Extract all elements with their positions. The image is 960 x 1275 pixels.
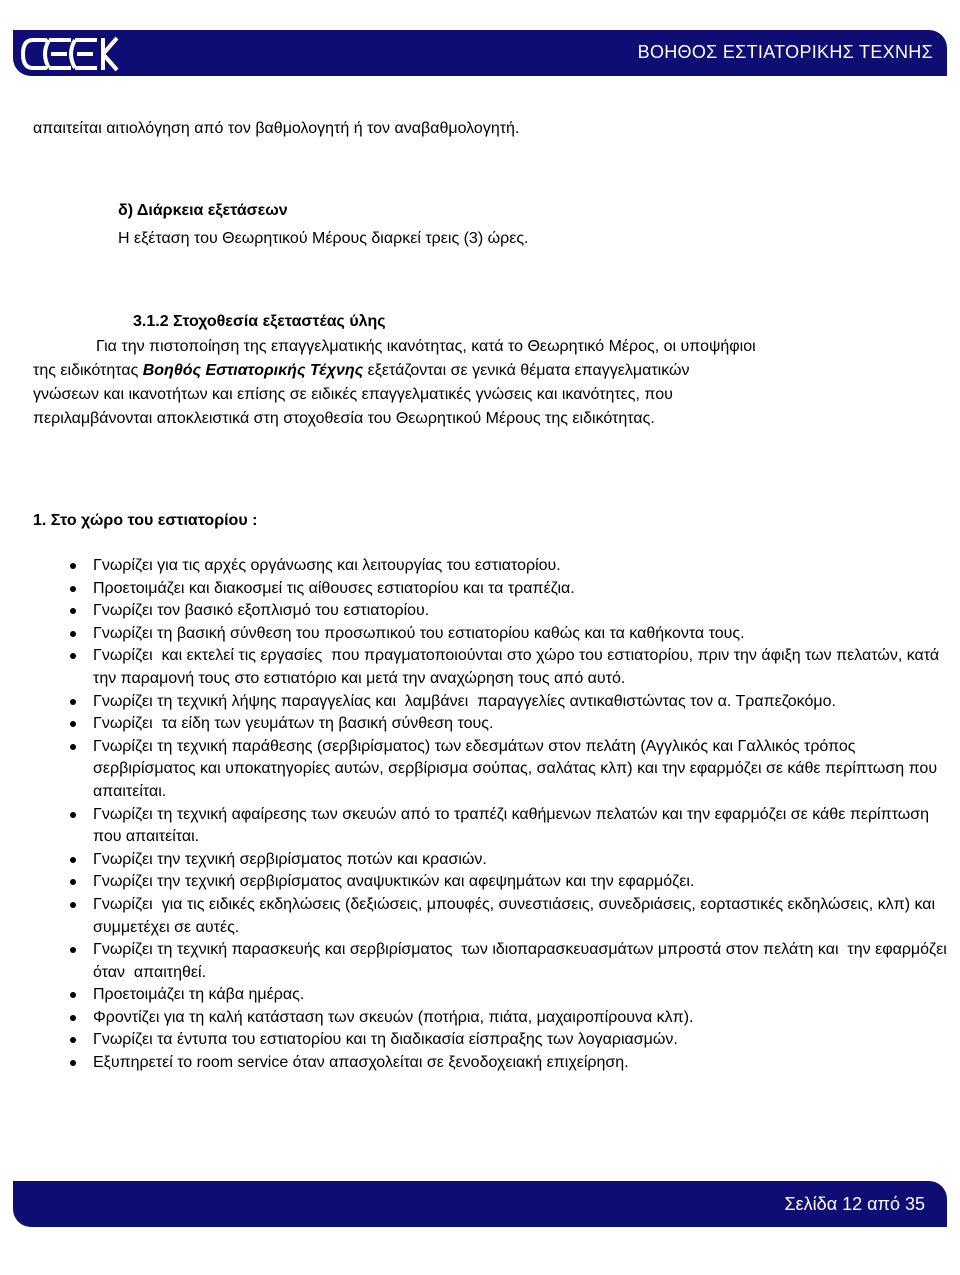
section-d-heading: δ) Διάρκεια εξετάσεων	[118, 202, 288, 219]
list-item: Γνωρίζει τη βασική σύνθεση του προσωπικού του εστιατορίου καθώς και τα καθήκοντα τους.	[70, 623, 950, 646]
para-line-4: περιλαμβάνονται αποκλειστικά στη στοχοθεσία του Θεωρητικού Μέρους της ειδικότητας.	[33, 410, 655, 427]
list-item: Γνωρίζει τη τεχνική λήψης παραγγελίας και λαμβάνει παραγγελίες αντικαθιστώντας τον α. Τραπεζοκόμο.	[70, 691, 950, 714]
para-line-2-suffix: εξετάζονται σε γενικά θέματα επαγγελματικών	[363, 362, 690, 379]
oeek-logo-icon	[19, 34, 119, 74]
page-header	[13, 30, 947, 76]
subsection-1-heading: 1. Στο χώρο του εστιατορίου :	[33, 512, 258, 529]
list-item: Γνωρίζει την τεχνική σερβιρίσματος αναψυκτικών και αφεψημάτων και την εφαρμόζει.	[70, 871, 950, 894]
para-line-3: γνώσεων και ικανοτήτων και επίσης σε ειδικές επαγγελματικές γνώσεις και ικανότητες, που	[33, 386, 673, 403]
list-item: Γνωρίζει την τεχνική σερβιρίσματος ποτών και κρασιών.	[70, 849, 950, 872]
list-item: Γνωρίζει τα έντυπα του εστιατορίου και τη διαδικασία είσπραξης των λογαριασμών.	[70, 1029, 950, 1052]
list-item: Εξυπηρετεί το room service όταν απασχολείται σε ξενοδοχειακή επιχείρηση.	[70, 1052, 950, 1075]
para-line-1: Για την πιστοποίηση της επαγγελματικής ικανότητας, κατά το Θεωρητικό Μέρος, οι υποψήφιοι	[96, 338, 756, 355]
list-item: Γνωρίζει για τις ειδικές εκδηλώσεις (δεξιώσεις, μπουφές, συνεστιάσεις, συνεδριάσεις, εορταστικές εκδηλώσεις, κλπ) και συμμετέχει σε αυτές.	[70, 894, 950, 939]
page-footer	[13, 1181, 947, 1227]
list-item: Γνωρίζει τη τεχνική παρασκευής και σερβιρίσματος των ιδιοπαρασκευασμάτων μπροστά στον πελάτη και την εφαρμόζει όταν απαιτηθεί.	[70, 939, 950, 984]
para-line-2	[33, 361, 690, 380]
list-item: Προετοιμάζει τη κάβα ημέρας.	[70, 984, 950, 1007]
list-item: Προετοιμάζει και διακοσμεί τις αίθουσες εστιατορίου και τα τραπέζια.	[70, 578, 950, 601]
list-item: Φροντίζει για τη καλή κατάσταση των σκευών (ποτήρια, πιάτα, μαχαιροπίρουνα κλπ).	[70, 1007, 950, 1030]
document-title: ΒΟΗΘΟΣ ΕΣΤΙΑΤΟΡΙΚΗΣ ΤΕΧΝΗΣ	[637, 42, 933, 62]
intro-line: απαιτείται αιτιολόγηση από τον βαθμολογητή ή τον αναβαθμολογητή.	[33, 120, 520, 137]
list-item: Γνωρίζει τον βασικό εξοπλισμό του εστιατορίου.	[70, 600, 950, 623]
objectives-list	[70, 555, 950, 1075]
section-d-text: Η εξέταση του Θεωρητικού Μέρους διαρκεί τρεις (3) ώρες.	[118, 230, 529, 247]
list-item: Γνωρίζει και εκτελεί τις εργασίες που πραγματοποιούνται στο χώρο του εστιατορίου, πριν την άφιξη των πελατών, κατά την παραμονή τους στο εστιατόριο και μετά την αναχώρηση τους από αυτό.	[70, 645, 950, 690]
section-312-heading: 3.1.2 Στοχοθεσία εξεταστέας ύλης	[133, 313, 386, 330]
page-number: Σελίδα 12 από 35	[784, 1194, 925, 1214]
para-line-2-prefix: της ειδικότητας	[33, 362, 143, 379]
specialty-name: Βοηθός Εστιατορικής Τέχνης	[142, 362, 364, 379]
list-item: Γνωρίζει τη τεχνική παράθεσης (σερβιρίσματος) των εδεσμάτων στον πελάτη (Αγγλικός και Γαλλικός τρόπος σερβιρίσματος και υποκατηγορίες αυτών, σερβίρισμα σούπας, σαλάτας κλπ) και την εφαρμόζει σε κάθε περίπτωση που απαιτείται.	[70, 736, 950, 804]
list-item: Γνωρίζει για τις αρχές οργάνωσης και λειτουργίας του εστιατορίου.	[70, 555, 950, 578]
list-item: Γνωρίζει τη τεχνική αφαίρεσης των σκευών από το τραπέζι καθήμενων πελατών και την εφαρμόζει σε κάθε περίπτωση που απαιτείται.	[70, 804, 950, 849]
list-item: Γνωρίζει τα είδη των γευμάτων τη βασική σύνθεση τους.	[70, 713, 950, 736]
